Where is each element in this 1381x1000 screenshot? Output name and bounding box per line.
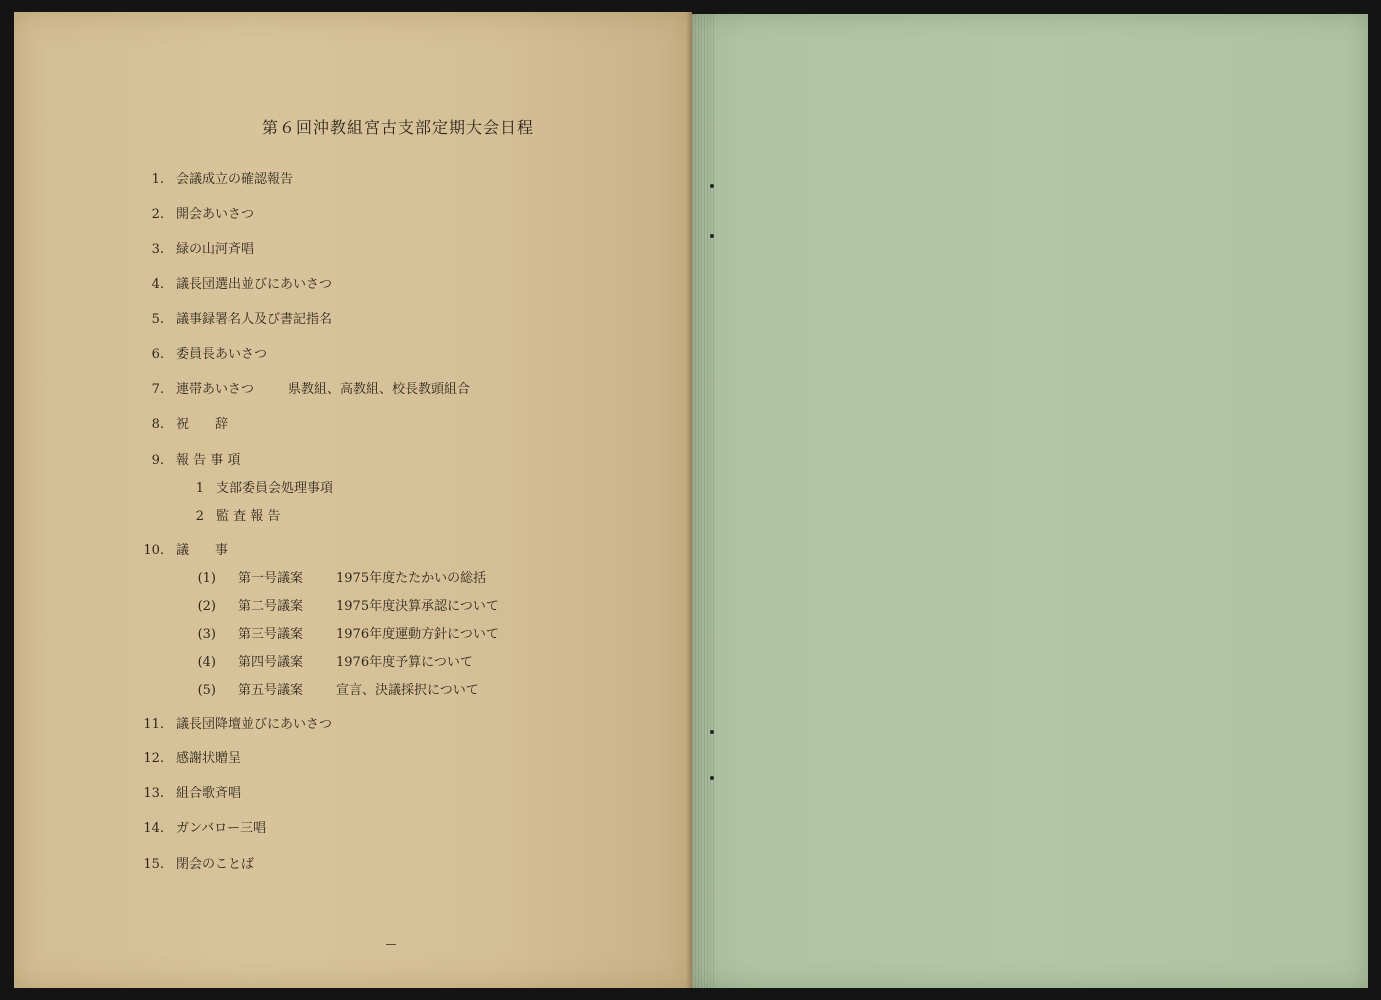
item-number: 11. (143, 717, 164, 732)
item-number: 5. (151, 312, 164, 327)
item-label: 議事録署名人及び書記指名 (176, 312, 333, 327)
item-label: 委員長あいさつ (176, 347, 268, 362)
item-number: 8. (151, 417, 164, 432)
item-number: 12. (143, 751, 164, 766)
binding-hole (710, 184, 714, 188)
item-label: 議長団選出並びにあいさつ (176, 277, 333, 292)
item-number: 3. (151, 242, 164, 257)
agenda-number: (2) (197, 599, 216, 614)
agenda-number: (1) (197, 571, 216, 586)
item-label: 閉会のことば (176, 857, 255, 872)
agenda-label: 第五号議案 (238, 683, 304, 698)
item-label: 会議成立の確認報告 (176, 172, 294, 187)
agenda-label: 第二号議案 (238, 599, 304, 614)
item-label: 議 事 (176, 543, 229, 558)
sub-item-number: 1 (195, 481, 204, 496)
item-label: 緑の山河斉唱 (176, 242, 255, 257)
item-number: 2. (151, 207, 164, 222)
item-label: 議長団降壇並びにあいさつ (176, 717, 333, 732)
agenda-number: (5) (197, 683, 216, 698)
agenda-detail: 1976年度予算について (336, 655, 473, 670)
agenda-detail: 1976年度運動方針について (336, 627, 499, 642)
ink-mark (386, 944, 396, 945)
item-number: 15. (143, 857, 164, 872)
agenda-number: (3) (197, 627, 216, 642)
item-number: 1. (151, 172, 164, 187)
right-page (692, 14, 1368, 988)
agenda-label: 第四号議案 (238, 655, 304, 670)
sub-item-label: 支部委員会処理事項 (216, 481, 334, 496)
item-label: 組合歌斉唱 (176, 786, 242, 801)
agenda-label: 第三号議案 (238, 627, 304, 642)
item-number: 14. (143, 821, 164, 836)
item-label: 祝 辞 (176, 417, 229, 432)
binding-hole (710, 776, 714, 780)
agenda-label: 第一号議案 (238, 571, 304, 586)
item-label: 感謝状贈呈 (176, 751, 242, 766)
agenda-detail: 宣言、決議採択について (336, 683, 479, 698)
agenda-number: (4) (197, 655, 216, 670)
item-label: 報 告 事 項 (176, 453, 241, 468)
item-number: 13. (143, 786, 164, 801)
item-label: 開会あいさつ (176, 207, 255, 222)
left-page (14, 12, 692, 988)
sub-item-number: 2 (195, 509, 204, 524)
item-number: 6. (151, 347, 164, 362)
item-number: 7. (151, 382, 164, 397)
sub-item-label: 監 査 報 告 (216, 509, 281, 524)
item-label: 連帯あいさつ (176, 382, 255, 397)
item-detail: 県教組、高教組、校長教頭組合 (288, 382, 471, 397)
agenda-detail: 1975年度たたかいの総括 (336, 571, 487, 586)
binding-hole (710, 234, 714, 238)
item-label: ガンバロー三唱 (176, 821, 267, 836)
item-number: 9. (151, 453, 164, 468)
agenda-detail: 1975年度決算承認について (336, 599, 499, 614)
item-number: 10. (143, 543, 164, 558)
item-number: 4. (151, 277, 164, 292)
binding-hole (710, 730, 714, 734)
page-title: 第６回沖教組宮古支部定期大会日程 (261, 118, 534, 137)
